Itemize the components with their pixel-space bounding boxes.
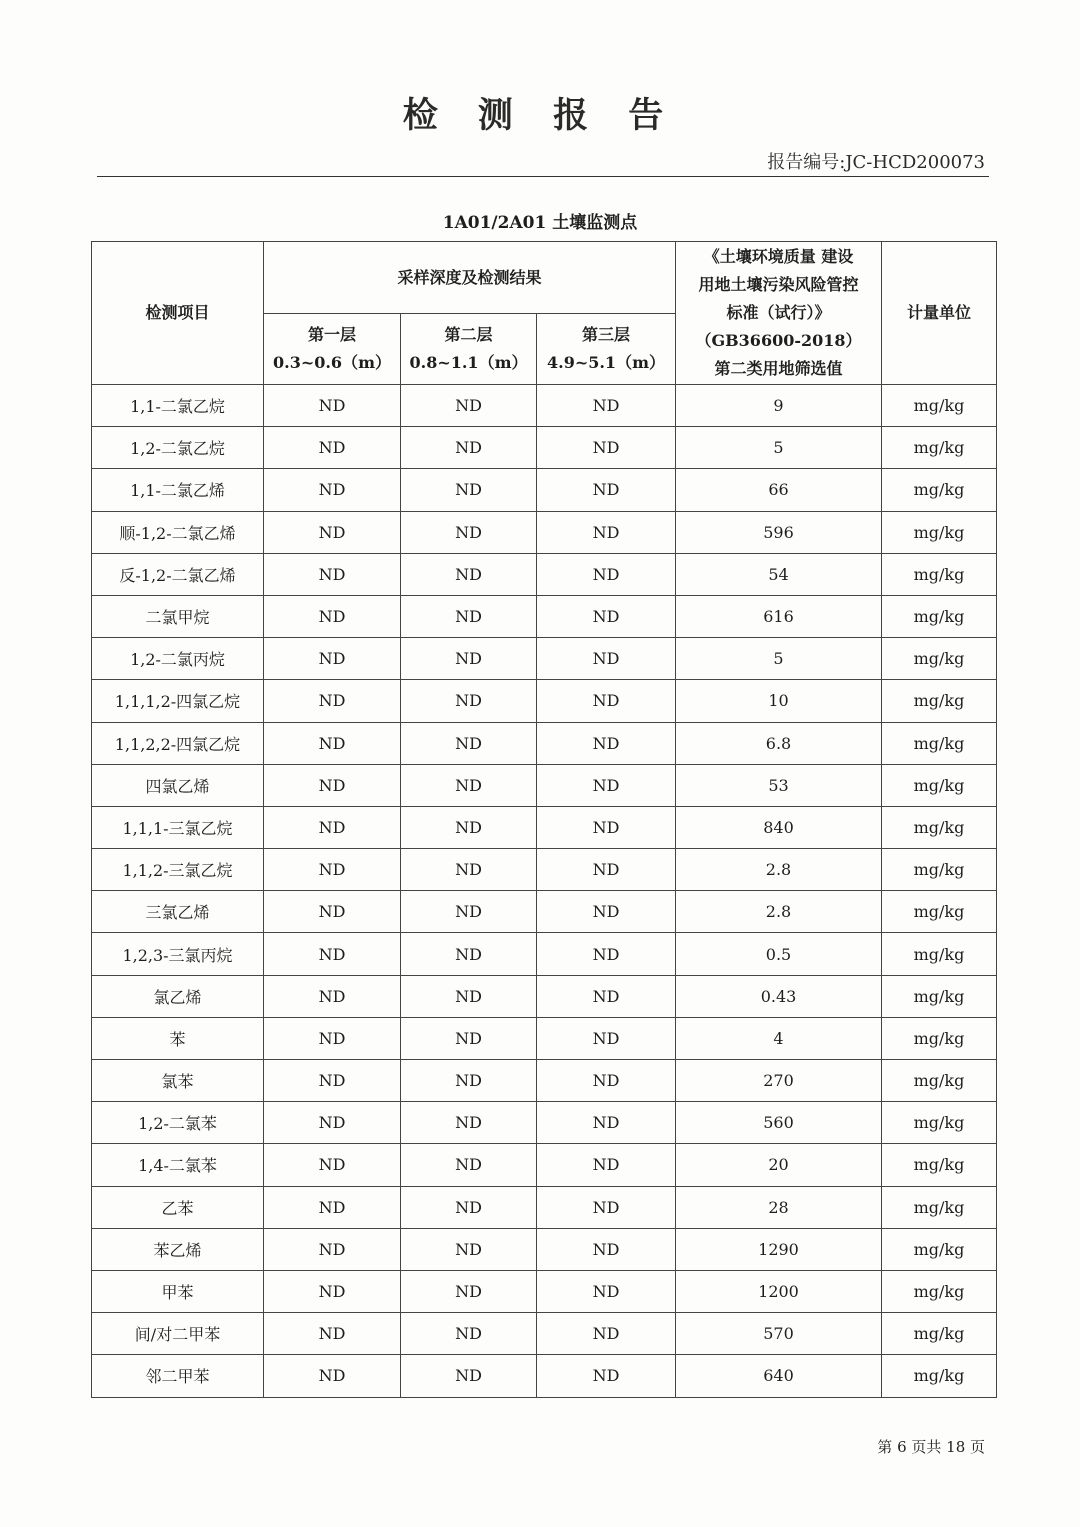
cell-item: 氯苯 — [92, 1060, 264, 1102]
cell-layer-2: ND — [401, 1144, 537, 1186]
cell-layer-2: ND — [401, 1313, 537, 1355]
table-row — [92, 1270, 997, 1312]
cell-screening-value: 570 — [676, 1313, 882, 1355]
header-sampling: 采样深度及检测结果 — [264, 242, 676, 314]
cell-screening-value: 4 — [676, 1017, 882, 1059]
cell-layer-3: ND — [537, 933, 676, 975]
cell-screening-value: 270 — [676, 1060, 882, 1102]
cell-item: 1,1,1,2-四氯乙烷 — [92, 680, 264, 722]
cell-layer-1: ND — [264, 680, 401, 722]
layer-depth: 4.9~5.1（m） — [546, 353, 665, 372]
cell-screening-value: 840 — [676, 806, 882, 848]
cell-unit: mg/kg — [882, 806, 997, 848]
cell-item: 甲苯 — [92, 1270, 264, 1312]
cell-layer-1: ND — [264, 975, 401, 1017]
cell-layer-2: ND — [401, 1102, 537, 1144]
table-row — [92, 806, 997, 848]
table-row — [92, 722, 997, 764]
cell-screening-value: 66 — [676, 469, 882, 511]
table-row — [92, 849, 997, 891]
cell-layer-3: ND — [537, 427, 676, 469]
table-row — [92, 764, 997, 806]
table-body — [92, 385, 997, 1398]
table-row — [92, 511, 997, 553]
cell-unit: mg/kg — [882, 933, 997, 975]
cell-unit: mg/kg — [882, 1228, 997, 1270]
cell-unit: mg/kg — [882, 553, 997, 595]
cell-layer-1: ND — [264, 722, 401, 764]
cell-screening-value: 616 — [676, 595, 882, 637]
cell-layer-3: ND — [537, 891, 676, 933]
cell-unit: mg/kg — [882, 1017, 997, 1059]
cell-layer-2: ND — [401, 849, 537, 891]
cell-layer-3: ND — [537, 511, 676, 553]
cell-layer-3: ND — [537, 1313, 676, 1355]
cell-unit: mg/kg — [882, 1186, 997, 1228]
cell-layer-2: ND — [401, 427, 537, 469]
table-row — [92, 1186, 997, 1228]
cell-unit: mg/kg — [882, 595, 997, 637]
cell-layer-2: ND — [401, 469, 537, 511]
cell-item: 1,1,2-三氯乙烷 — [92, 849, 264, 891]
cell-unit: mg/kg — [882, 680, 997, 722]
header-layer-1 — [264, 314, 401, 385]
cell-item: 顺-1,2-二氯乙烯 — [92, 511, 264, 553]
cell-unit: mg/kg — [882, 469, 997, 511]
cell-layer-2: ND — [401, 764, 537, 806]
cell-item: 四氯乙烯 — [92, 764, 264, 806]
table-row — [92, 891, 997, 933]
table-row — [92, 638, 997, 680]
cell-layer-3: ND — [537, 806, 676, 848]
table-row — [92, 427, 997, 469]
cell-item: 1,4-二氯苯 — [92, 1144, 264, 1186]
header-standard-line: （GB36600-2018） — [695, 331, 862, 350]
cell-item: 氯乙烯 — [92, 975, 264, 1017]
header-standard-line: 标准（试行）》 — [726, 303, 831, 322]
header-standard — [676, 242, 882, 385]
layer-name: 第三层 — [581, 325, 630, 344]
cell-layer-3: ND — [537, 553, 676, 595]
layer-depth: 0.3~0.6（m） — [272, 353, 391, 372]
layer-name: 第二层 — [444, 325, 493, 344]
cell-layer-2: ND — [401, 1017, 537, 1059]
cell-layer-1: ND — [264, 1270, 401, 1312]
cell-screening-value: 0.43 — [676, 975, 882, 1017]
cell-layer-3: ND — [537, 680, 676, 722]
cell-screening-value: 9 — [676, 385, 882, 427]
cell-layer-1: ND — [264, 1017, 401, 1059]
cell-layer-1: ND — [264, 1313, 401, 1355]
cell-layer-3: ND — [537, 975, 676, 1017]
cell-layer-2: ND — [401, 1355, 537, 1397]
cell-layer-3: ND — [537, 764, 676, 806]
cell-item: 苯 — [92, 1017, 264, 1059]
cell-unit: mg/kg — [882, 891, 997, 933]
cell-item: 1,1,2,2-四氯乙烷 — [92, 722, 264, 764]
cell-screening-value: 28 — [676, 1186, 882, 1228]
cell-unit: mg/kg — [882, 427, 997, 469]
cell-unit: mg/kg — [882, 511, 997, 553]
cell-layer-3: ND — [537, 595, 676, 637]
cell-layer-1: ND — [264, 427, 401, 469]
header-unit: 计量单位 — [882, 242, 997, 385]
cell-screening-value: 53 — [676, 764, 882, 806]
cell-layer-1: ND — [264, 1102, 401, 1144]
cell-layer-3: ND — [537, 1144, 676, 1186]
cell-screening-value: 1200 — [676, 1270, 882, 1312]
table-row — [92, 469, 997, 511]
cell-unit: mg/kg — [882, 385, 997, 427]
cell-screening-value: 54 — [676, 553, 882, 595]
cell-unit: mg/kg — [882, 1144, 997, 1186]
cell-unit: mg/kg — [882, 722, 997, 764]
cell-layer-1: ND — [264, 933, 401, 975]
cell-layer-3: ND — [537, 722, 676, 764]
cell-screening-value: 560 — [676, 1102, 882, 1144]
header-item: 检测项目 — [92, 242, 264, 385]
cell-layer-1: ND — [264, 511, 401, 553]
cell-layer-3: ND — [537, 849, 676, 891]
cell-layer-2: ND — [401, 1228, 537, 1270]
cell-unit: mg/kg — [882, 1102, 997, 1144]
cell-layer-1: ND — [264, 1228, 401, 1270]
cell-layer-3: ND — [537, 1102, 676, 1144]
cell-item: 邻二甲苯 — [92, 1355, 264, 1397]
cell-layer-2: ND — [401, 1060, 537, 1102]
cell-layer-1: ND — [264, 1144, 401, 1186]
table-row — [92, 553, 997, 595]
header-standard-line: 第二类用地筛选值 — [714, 359, 843, 378]
table-row — [92, 1355, 997, 1397]
cell-screening-value: 6.8 — [676, 722, 882, 764]
cell-unit: mg/kg — [882, 849, 997, 891]
table-caption: 1A01/2A01 土壤监测点 — [442, 213, 638, 233]
cell-layer-2: ND — [401, 1186, 537, 1228]
cell-layer-1: ND — [264, 764, 401, 806]
cell-layer-2: ND — [401, 680, 537, 722]
cell-item: 1,1,1-三氯乙烷 — [92, 806, 264, 848]
header-standard-line: 《土壤环境质量 建设 — [703, 247, 854, 266]
page-number: 第 6 页共 18 页 — [877, 1438, 985, 1456]
table-header — [92, 242, 997, 385]
header-standard-line: 用地土壤污染风险管控 — [698, 275, 859, 294]
table-row — [92, 1102, 997, 1144]
layer-depth: 0.8~1.1（m） — [409, 353, 528, 372]
cell-layer-3: ND — [537, 1017, 676, 1059]
cell-layer-2: ND — [401, 595, 537, 637]
cell-layer-3: ND — [537, 385, 676, 427]
table-row — [92, 1228, 997, 1270]
cell-layer-3: ND — [537, 1186, 676, 1228]
table-row — [92, 933, 997, 975]
cell-layer-2: ND — [401, 891, 537, 933]
cell-layer-1: ND — [264, 806, 401, 848]
cell-item: 1,2,3-三氯丙烷 — [92, 933, 264, 975]
table-row — [92, 595, 997, 637]
cell-layer-1: ND — [264, 1355, 401, 1397]
report-title: 检 测 报 告 — [402, 96, 678, 136]
cell-layer-1: ND — [264, 595, 401, 637]
table-row — [92, 1313, 997, 1355]
header-layer-3 — [537, 314, 676, 385]
cell-unit: mg/kg — [882, 1355, 997, 1397]
table-row — [92, 1017, 997, 1059]
cell-unit: mg/kg — [882, 1313, 997, 1355]
cell-layer-1: ND — [264, 553, 401, 595]
cell-screening-value: 5 — [676, 638, 882, 680]
cell-item: 二氯甲烷 — [92, 595, 264, 637]
cell-layer-3: ND — [537, 1355, 676, 1397]
header-divider — [97, 176, 989, 177]
cell-layer-2: ND — [401, 385, 537, 427]
cell-layer-2: ND — [401, 511, 537, 553]
cell-item: 反-1,2-二氯乙烯 — [92, 553, 264, 595]
cell-layer-1: ND — [264, 891, 401, 933]
cell-item: 1,2-二氯乙烷 — [92, 427, 264, 469]
cell-screening-value: 640 — [676, 1355, 882, 1397]
report-number: 报告编号:JC-HCD200073 — [767, 152, 985, 173]
cell-screening-value: 1290 — [676, 1228, 882, 1270]
cell-item: 三氯乙烯 — [92, 891, 264, 933]
cell-layer-2: ND — [401, 975, 537, 1017]
cell-layer-2: ND — [401, 933, 537, 975]
cell-layer-3: ND — [537, 1228, 676, 1270]
cell-layer-3: ND — [537, 1060, 676, 1102]
table-row — [92, 975, 997, 1017]
header-layer-2 — [401, 314, 537, 385]
cell-layer-3: ND — [537, 1270, 676, 1312]
cell-layer-3: ND — [537, 638, 676, 680]
cell-item: 乙苯 — [92, 1186, 264, 1228]
cell-layer-2: ND — [401, 553, 537, 595]
cell-unit: mg/kg — [882, 1060, 997, 1102]
cell-screening-value: 596 — [676, 511, 882, 553]
cell-screening-value: 0.5 — [676, 933, 882, 975]
table-row — [92, 1144, 997, 1186]
cell-layer-2: ND — [401, 1270, 537, 1312]
cell-item: 1,2-二氯苯 — [92, 1102, 264, 1144]
cell-unit: mg/kg — [882, 1270, 997, 1312]
cell-layer-1: ND — [264, 1186, 401, 1228]
table-row — [92, 1060, 997, 1102]
cell-item: 间/对二甲苯 — [92, 1313, 264, 1355]
cell-item: 1,1-二氯乙烯 — [92, 469, 264, 511]
cell-unit: mg/kg — [882, 975, 997, 1017]
cell-unit: mg/kg — [882, 764, 997, 806]
cell-layer-2: ND — [401, 722, 537, 764]
cell-layer-1: ND — [264, 469, 401, 511]
cell-layer-2: ND — [401, 806, 537, 848]
cell-layer-2: ND — [401, 638, 537, 680]
cell-screening-value: 2.8 — [676, 849, 882, 891]
table-row — [92, 680, 997, 722]
cell-item: 1,2-二氯丙烷 — [92, 638, 264, 680]
cell-screening-value: 5 — [676, 427, 882, 469]
cell-unit: mg/kg — [882, 638, 997, 680]
cell-layer-1: ND — [264, 638, 401, 680]
results-table — [91, 241, 997, 1398]
cell-layer-1: ND — [264, 849, 401, 891]
cell-layer-1: ND — [264, 385, 401, 427]
cell-screening-value: 2.8 — [676, 891, 882, 933]
cell-layer-1: ND — [264, 1060, 401, 1102]
cell-layer-3: ND — [537, 469, 676, 511]
cell-item: 苯乙烯 — [92, 1228, 264, 1270]
layer-name: 第一层 — [307, 325, 356, 344]
cell-screening-value: 10 — [676, 680, 882, 722]
cell-screening-value: 20 — [676, 1144, 882, 1186]
cell-item: 1,1-二氯乙烷 — [92, 385, 264, 427]
table-row — [92, 385, 997, 427]
